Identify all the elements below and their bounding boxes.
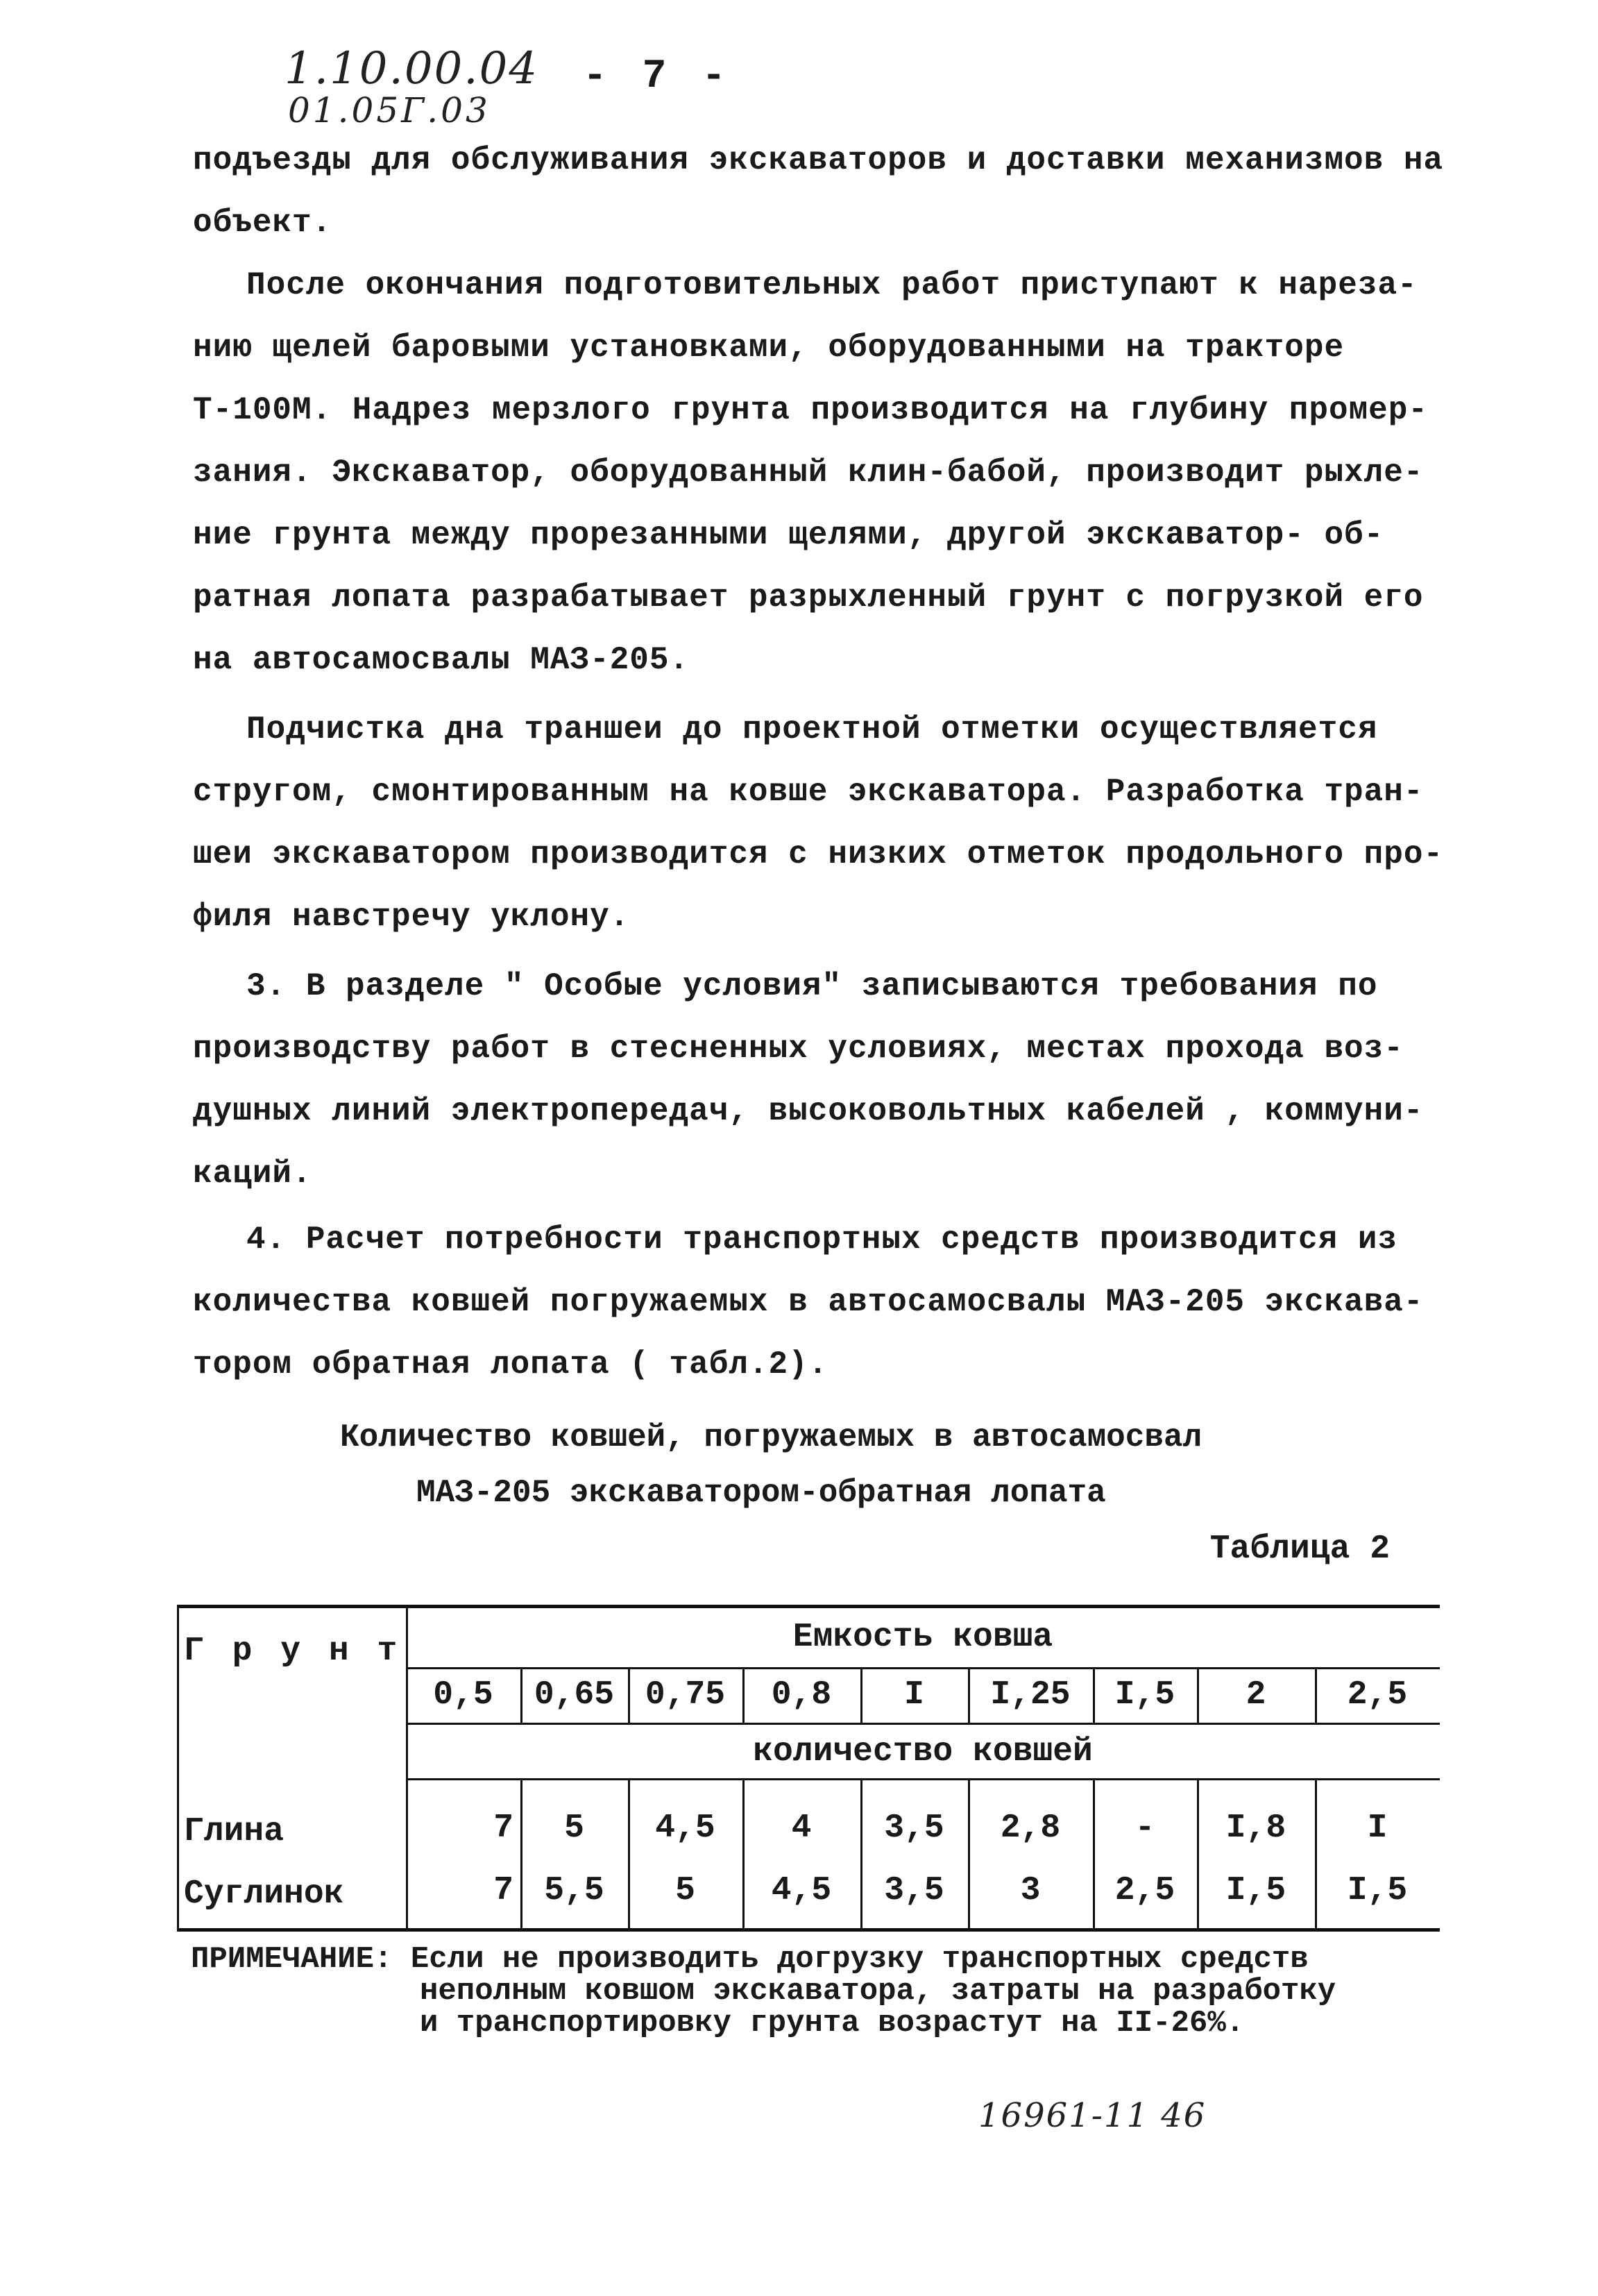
body-line: объект. <box>193 205 332 241</box>
body-line: шеи экскаватором производится с низких отметок продольного про- <box>193 836 1444 872</box>
table-cell: 5 <box>564 1809 584 1847</box>
body-line: Подчистка дна траншеи до проектной отметки осуществляется <box>246 711 1378 748</box>
table-cell: 5 <box>675 1872 695 1909</box>
table-cell: 4 <box>791 1809 812 1847</box>
note-line: Если не производить догрузку транспортных средств <box>410 1942 1309 1977</box>
capacity-cell: 2,5 <box>1347 1676 1408 1714</box>
table-label: Таблица 2 <box>1209 1530 1390 1568</box>
body-line: Т-100М. Надрез мерзлого грунта производится на глубину промер- <box>193 392 1428 428</box>
body-line: душных линий электропередач, высоковольтных кабелей , коммуни- <box>193 1093 1424 1129</box>
document-code: 1.10.00.04 <box>284 43 539 94</box>
table-cell: 3,5 <box>884 1809 944 1847</box>
table-cell: 3,5 <box>884 1872 944 1909</box>
capacity-cell: I,5 <box>1114 1676 1175 1714</box>
table-cell: 3 <box>1020 1872 1041 1909</box>
table-header-soil: Г р у н т <box>184 1632 402 1670</box>
capacity-cell: 0,8 <box>771 1676 832 1714</box>
table-cell: I <box>1367 1809 1388 1847</box>
note-line: и транспортировку грунта возрастут на II-26%. <box>420 2006 1245 2041</box>
capacity-cell: I,25 <box>990 1676 1071 1714</box>
table-cell: I,8 <box>1225 1809 1286 1847</box>
capacity-cell: 0,75 <box>645 1676 726 1714</box>
table-cell: 7 <box>493 1809 513 1847</box>
body-line: ние грунта между прорезанными щелями, другой экскаватор- об- <box>193 517 1384 553</box>
capacity-cell: I <box>904 1676 924 1714</box>
body-line: ратная лопата разрабатывает разрыхленный грунт с погрузкой его <box>193 580 1424 616</box>
body-line: 4. Расчет потребности транспортных средств производится из <box>246 1222 1398 1258</box>
table-cell: - <box>1134 1809 1155 1847</box>
body-line: на автосамосвалы МАЗ-205. <box>193 642 690 678</box>
table-cell: I,5 <box>1225 1872 1286 1909</box>
table-cell: 2,5 <box>1114 1872 1175 1909</box>
archive-stamp: 16961-11 46 <box>978 2096 1207 2135</box>
table-cell: 5,5 <box>544 1872 604 1909</box>
table-subheader: количество ковшей <box>753 1733 1093 1771</box>
note-line: неполным ковшом экскаватора, затраты на разработку <box>420 1974 1336 2009</box>
body-line: производству работ в стесненных условиях, местах прохода воз- <box>193 1031 1404 1067</box>
capacity-cell: 0,65 <box>534 1676 615 1714</box>
body-line: зания. Экскаватор, оборудованный клин-бабой, производит рыхле- <box>193 455 1424 491</box>
capacity-cell: 2 <box>1246 1676 1266 1714</box>
body-line: После окончания подготовительных работ приступают к нареза- <box>246 267 1418 303</box>
document-subcode: 01.05Г.03 <box>288 90 491 130</box>
body-line: каций. <box>193 1156 312 1192</box>
table-cell: 7 <box>493 1872 513 1909</box>
table-row-soil: Глина <box>184 1813 284 1850</box>
page-number: - 7 - <box>583 54 732 99</box>
table-row-soil: Суглинок <box>184 1875 344 1913</box>
table-cell: 2,8 <box>1000 1809 1061 1847</box>
table-cell: 4,5 <box>771 1872 832 1909</box>
body-line: тором обратная лопата ( табл.2). <box>193 1347 828 1383</box>
table-header-capacity: Емкость ковша <box>792 1619 1053 1656</box>
note-label: ПРИМЕЧАНИЕ: <box>191 1942 393 1977</box>
body-line: подъезды для обслуживания экскаваторов и доставки механизмов на <box>193 142 1444 178</box>
table-cell: I,5 <box>1347 1872 1408 1909</box>
table-note <box>191 1943 1336 2039</box>
body-line: количества ковшей погружаемых в автосамосвалы МАЗ-205 экскава- <box>193 1284 1424 1320</box>
table-caption-line1: Количество ковшей, погружаемых в автосамосвал <box>340 1419 1202 1455</box>
body-line: филя навстречу уклону. <box>193 899 630 935</box>
capacity-cell: 0,5 <box>433 1676 493 1714</box>
table <box>177 1605 1440 1931</box>
table-caption-line2: МАЗ-205 экскаватором-обратная лопата <box>416 1475 1106 1511</box>
body-line: 3. В разделе " Особые условия" записываются требования по <box>246 968 1378 1004</box>
body-line: стругом, смонтированным на ковше экскаватора. Разработка тран- <box>193 774 1424 810</box>
body-line: нию щелей баровыми установками, оборудованными на тракторе <box>193 330 1345 366</box>
table-cell: 4,5 <box>655 1809 715 1847</box>
